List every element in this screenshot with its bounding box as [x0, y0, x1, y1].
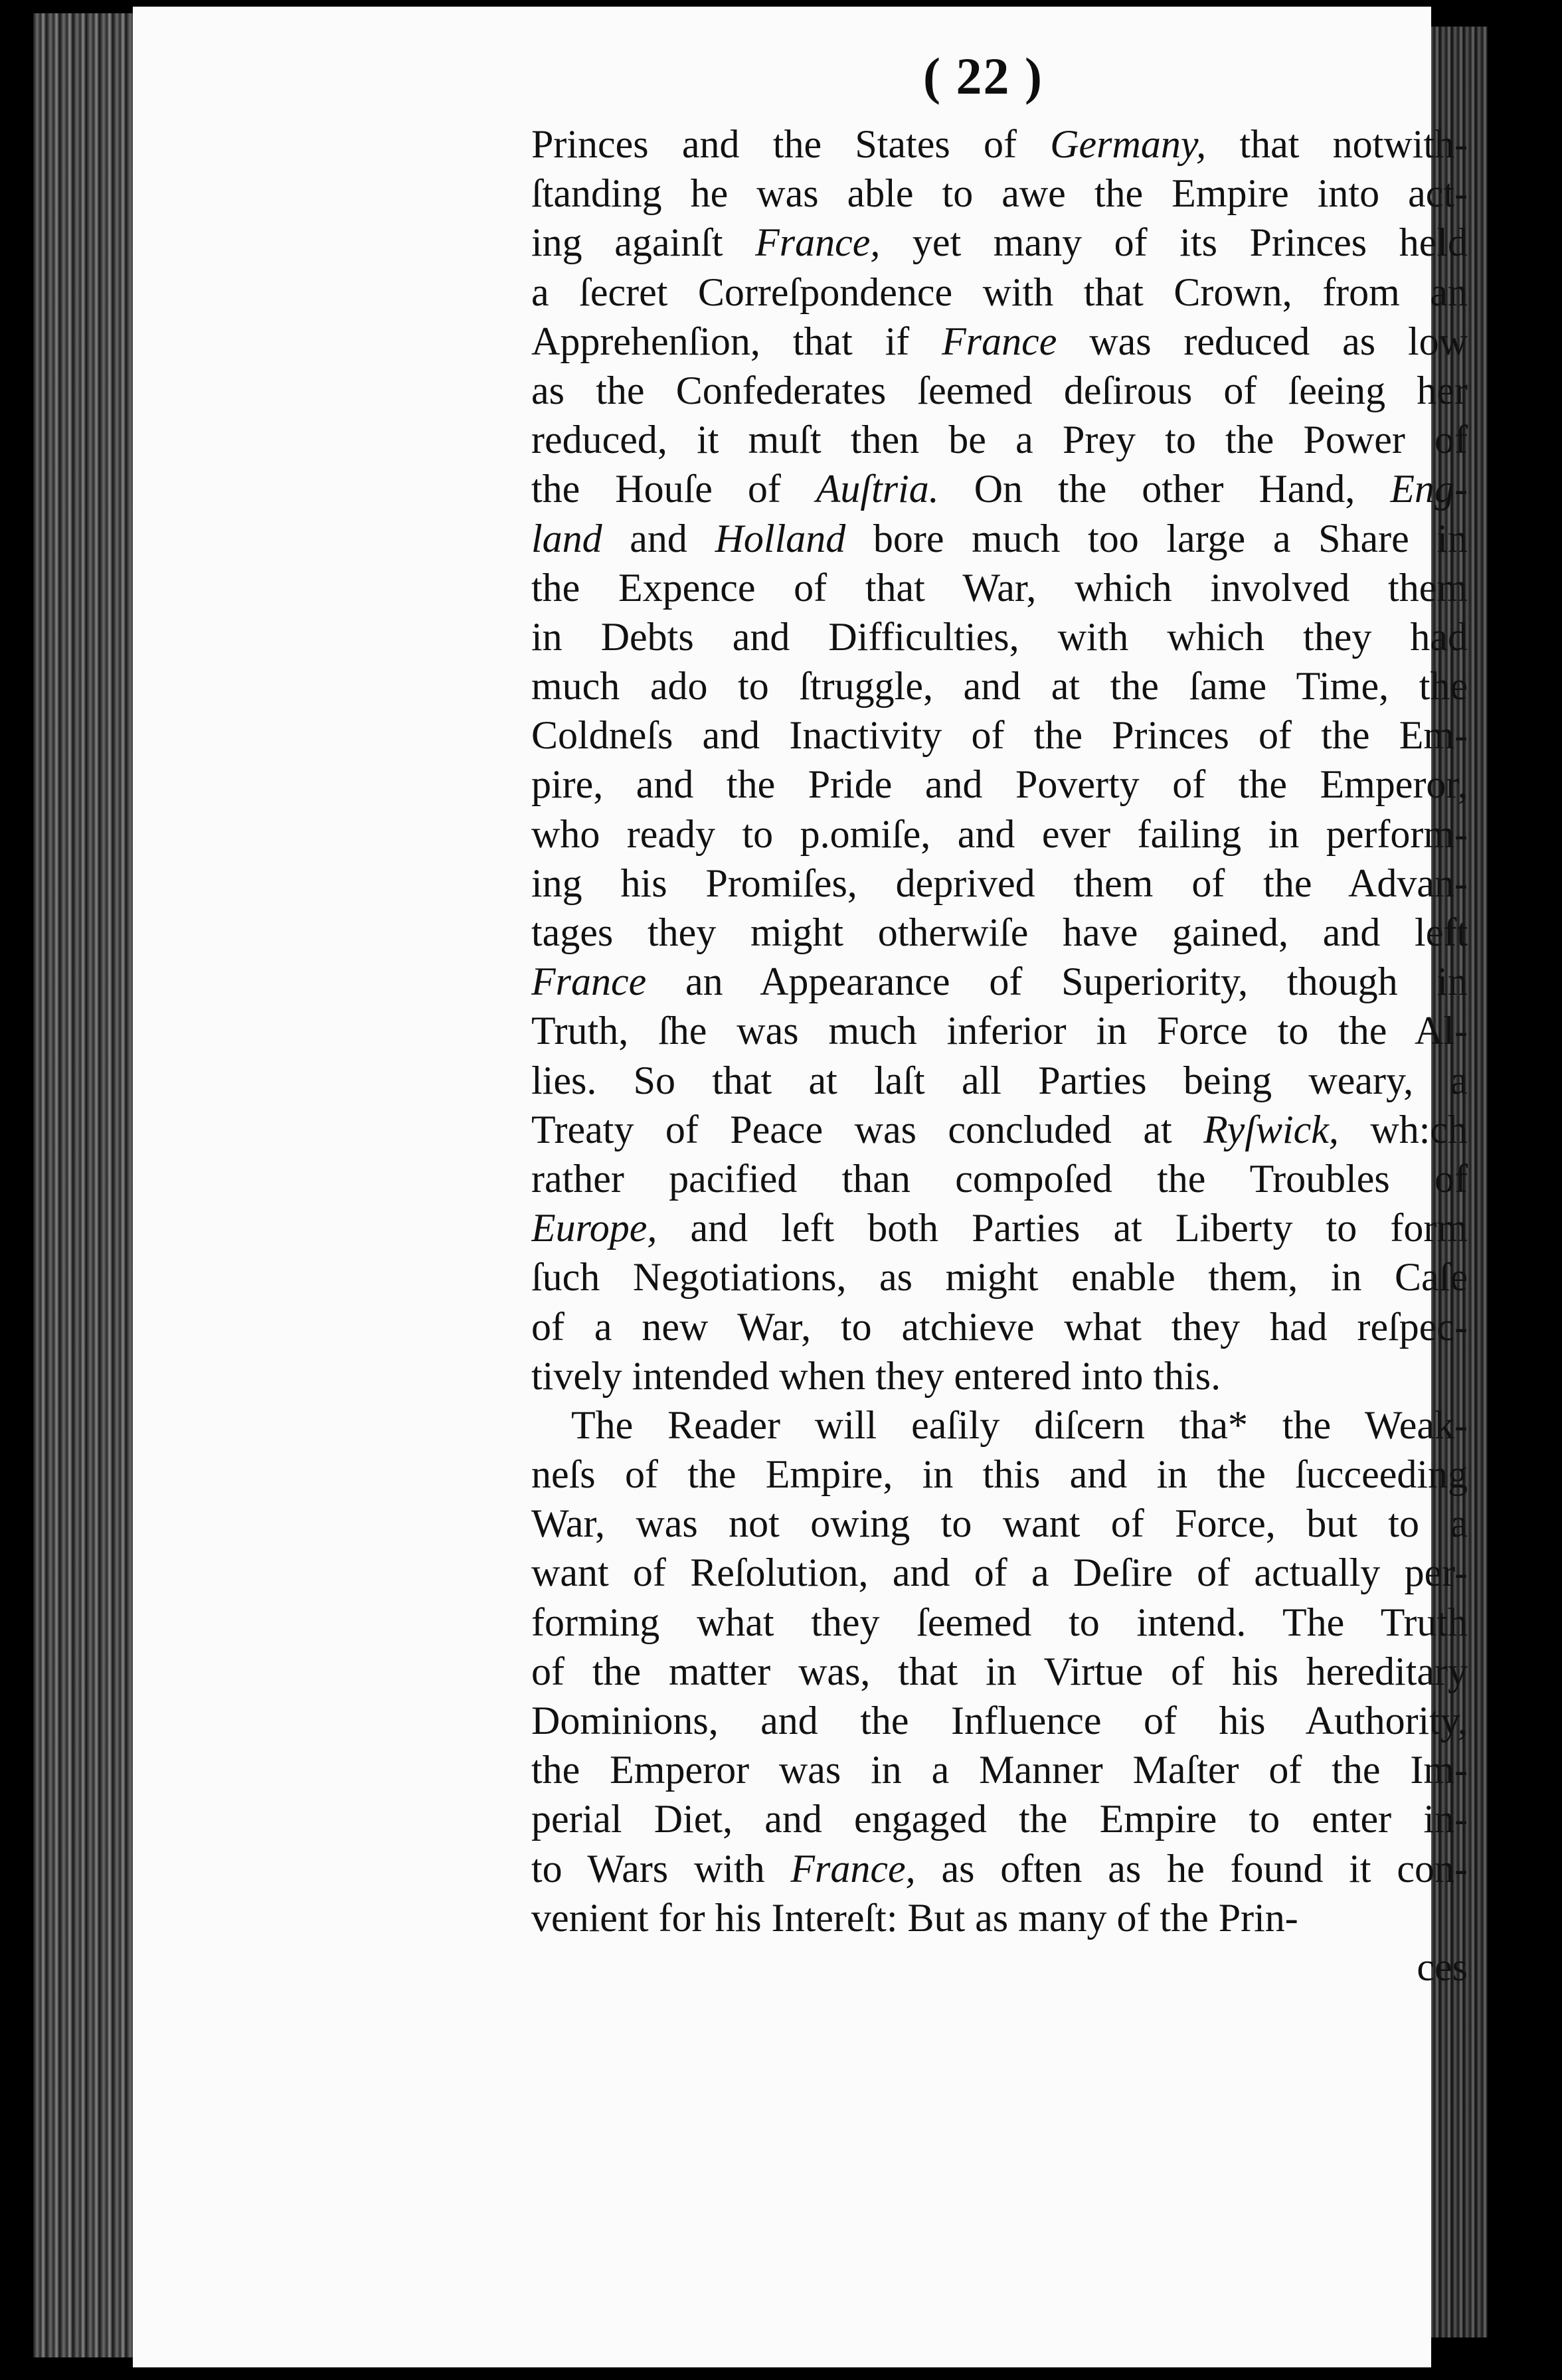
page-number: ( 22 ) — [923, 47, 1043, 105]
text-line — [531, 218, 1468, 267]
text-line — [531, 464, 1468, 513]
text-line — [531, 514, 1468, 563]
text-segment: who ready to p.omiſe, and ever failing in perform- — [531, 811, 1468, 856]
text-segment: Apprehenſion, that if — [531, 319, 942, 363]
text-line — [531, 1203, 1468, 1252]
text-segment: in Debts and Difficulties, with which they had — [531, 614, 1468, 659]
book-binding-edge — [33, 13, 143, 2357]
text-segment: the Emperor was in a Manner Maſter of the Im- — [531, 1748, 1468, 1792]
text-segment: as often as he found it con- — [915, 1846, 1468, 1891]
italic-text-segment: Germany, — [1050, 122, 1207, 166]
text-segment: and left both Parties at Liberty to form — [657, 1206, 1468, 1250]
text-line — [531, 809, 1468, 859]
text-line — [531, 1351, 1468, 1401]
text-segment: a ſecret Correſpondence with that Crown, from an — [531, 270, 1468, 314]
text-line — [531, 859, 1468, 908]
text-segment: War, was not owing to want of Force, but to a — [531, 1501, 1468, 1546]
text-segment: that notwith- — [1206, 122, 1468, 166]
text-segment: the Expence of that War, which involved them — [531, 565, 1468, 610]
text-segment: pire, and the Pride and Poverty of the Emperor, — [531, 762, 1468, 807]
text-line — [531, 1401, 1468, 1450]
text-segment: lies. So that at laſt all Parties being weary, a — [531, 1058, 1468, 1102]
text-line — [531, 1154, 1468, 1203]
page-body-text — [531, 120, 1468, 1992]
text-segment: Truth, ſhe was much inferior in Force to the Al- — [531, 1009, 1468, 1053]
italic-text-segment: Eng- — [1390, 467, 1468, 511]
text-segment: an Appearance of Superiority, though in — [646, 960, 1468, 1004]
catchword: ces — [1417, 1944, 1468, 1989]
text-segment: yet many of its Princes held — [880, 220, 1468, 265]
text-segment: ſuch Negotiations, as might enable them, in Caſe — [531, 1255, 1468, 1300]
text-segment: rather pacified than compoſed the Troubles of — [531, 1156, 1468, 1201]
italic-text-segment: France — [942, 319, 1057, 363]
text-segment: and — [602, 516, 715, 560]
text-segment: The Reader will eaſily diſcern tha* the Weak- — [571, 1402, 1468, 1447]
italic-text-segment: Auſtria. — [816, 467, 939, 511]
text-segment: wh:ch — [1338, 1107, 1468, 1151]
text-line — [531, 661, 1468, 711]
text-segment: perial Diet, and engaged the Empire to enter in- — [531, 1797, 1468, 1841]
text-line — [531, 1302, 1468, 1351]
text-line — [531, 1794, 1468, 1843]
text-line — [531, 563, 1468, 612]
text-line — [531, 415, 1468, 464]
text-segment: forming what they ſeemed to intend. The Truth — [531, 1600, 1468, 1644]
text-segment: tively intended when they entered into this. — [531, 1353, 1221, 1398]
text-line — [531, 1006, 1468, 1055]
italic-text-segment: France — [531, 960, 647, 1004]
book-page — [133, 7, 1468, 2367]
text-line — [531, 366, 1468, 415]
text-line — [531, 957, 1468, 1006]
italic-text-segment: land — [531, 516, 602, 560]
italic-text-segment: France, — [790, 1846, 916, 1891]
text-segment: ing againſt — [531, 220, 756, 265]
text-line — [531, 711, 1468, 760]
text-segment: reduced, it muſt then be a Prey to the Power of — [531, 418, 1468, 462]
text-line — [531, 760, 1468, 809]
text-segment: On the other Hand, — [938, 467, 1391, 511]
text-segment: Dominions, and the Influence of his Authority, — [531, 1699, 1468, 1742]
text-line — [531, 317, 1468, 366]
text-line — [531, 1105, 1468, 1154]
text-segment: Coldneſs and Inactivity of the Princes of the Em- — [531, 713, 1468, 758]
text-segment: to Wars with — [531, 1846, 791, 1891]
text-line — [531, 1696, 1468, 1745]
italic-text-segment: Ryſwick, — [1203, 1107, 1339, 1151]
text-segment: bore much too large a Share in — [845, 516, 1468, 560]
text-line — [531, 268, 1468, 317]
text-line — [531, 1252, 1468, 1302]
text-segment: neſs of the Empire, in this and in the ſucceeding — [531, 1452, 1468, 1497]
text-segment: was reduced as low — [1057, 319, 1468, 363]
text-segment: tages they might otherwiſe have gained, and left — [531, 910, 1468, 954]
text-line — [531, 1598, 1468, 1647]
text-segment: of a new War, to atchieve what they had reſpec- — [531, 1304, 1468, 1349]
text-segment: as the Confederates ſeemed deſirous of ſeeing her — [531, 368, 1468, 412]
text-line — [531, 1056, 1468, 1105]
italic-text-segment: Holland — [715, 516, 846, 560]
text-line — [531, 1548, 1468, 1597]
text-segment: ing his Promiſes, deprived them of the Advan- — [531, 861, 1468, 905]
text-segment: the Houſe of — [531, 467, 816, 511]
text-line — [531, 1450, 1468, 1499]
text-segment: venient for his Intereſt: But as many of the Prin- — [531, 1895, 1298, 1940]
text-line — [531, 612, 1468, 661]
text-line — [531, 908, 1468, 957]
text-line — [531, 1893, 1468, 1942]
text-line — [531, 1844, 1468, 1893]
italic-text-segment: Europe, — [531, 1206, 657, 1250]
text-segment: ſtanding he was able to awe the Empire into act- — [531, 171, 1468, 216]
text-segment: Princes and the States of — [531, 122, 1051, 166]
text-line — [531, 169, 1468, 218]
text-line — [531, 1745, 1468, 1794]
text-segment: of the matter was, that in Virtue of his hereditary — [531, 1649, 1468, 1693]
italic-text-segment: France, — [755, 220, 881, 265]
text-segment: want of Reſolution, and of a Deſire of actually per- — [531, 1551, 1468, 1595]
text-line — [531, 1647, 1468, 1696]
text-segment: Treaty of Peace was concluded at — [531, 1107, 1204, 1151]
text-segment: much ado to ſtruggle, and at the ſame Time, the — [531, 664, 1468, 709]
text-line — [531, 120, 1468, 169]
text-line — [531, 1499, 1468, 1548]
